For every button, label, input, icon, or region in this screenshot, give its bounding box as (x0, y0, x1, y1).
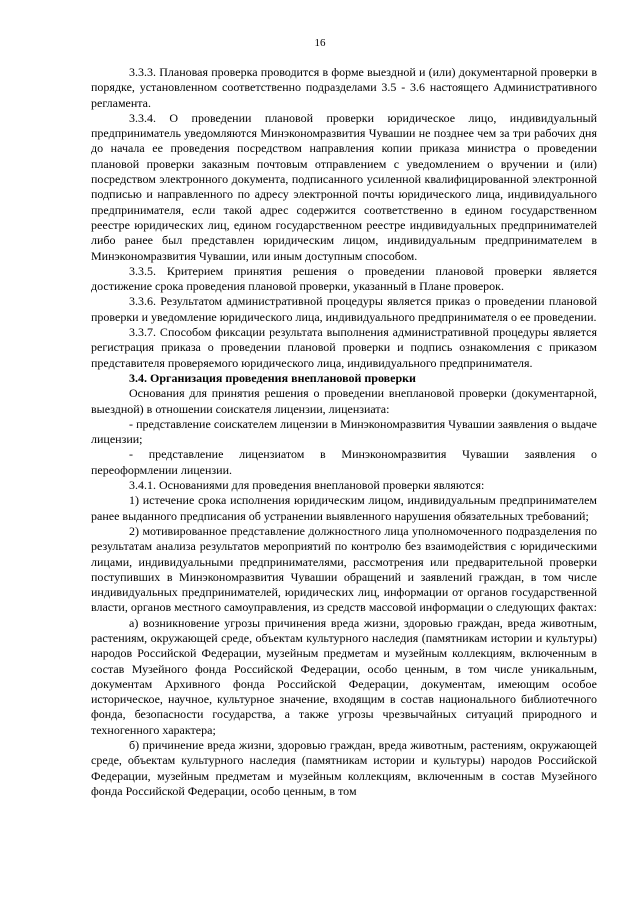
paragraph-3-3-4: 3.3.4. О проведении плановой проверки юридическое лицо, индивидуальный предприниматель уведомляются Минэкономразвития Чувашии не позднее чем за три рабочих дня до начала ее проведения посредством направления копии приказа министра о проведении плановой проверки заказным почтовым отправлением с уведомлением о вручении и (или) посредством электронного документа, подписанного усиленной квалифицированной электронной подписью и направленного по адресу электронной почты юридического лица, индивидуального предпринимателя, если такой адрес содержится соответственно в едином государственном реестре юридических лиц, едином государственном реестре индивидуальных предпринимателей либо ранее был представлен юридическим лицом, индивидуальным предпринимателем в Минэкономразвития Чувашии, или иным доступным способом. (91, 110, 597, 263)
paragraph-3-3-6: 3.3.6. Результатом административной процедуры является приказ о проведении плановой проверки и уведомление юридического лица, индивидуального предпринимателя о ее проведении. (91, 294, 597, 324)
paragraph-3-4-1-item-2b: б) причинение вреда жизни, здоровью граждан, вреда животным, растениям, окружающей среде, объектам культурного наследия (памятникам истории и культуры) народов Российской Федерации, музейным предметам и музейным коллекциям, включенным в состав Музейного фонда Российской Федерации, особо ценным, в том (91, 738, 597, 798)
paragraph-3-4-1-item-1: 1) истечение срока исполнения юридическим лицом, индивидуальным предпринимателем ранее выданного предписания об устранении выявленного нарушения обязательных требований; (91, 493, 597, 523)
paragraph-3-4-1-item-2: 2) мотивированное представление должностного лица уполномоченного подразделения по результатам анализа результатов мероприятий по контролю без взаимодействия с юридическими лицами, индивидуальными предпринимателями, рассмотрения или предварительной проверки поступивших в Минэкономразвития Чувашии обращений и заявлений граждан, в том числе индивидуальных предпринимателей, юридических лиц, информации от органов государственной власти, органов местного самоуправления, из средств массовой информации о следующих фактах: (91, 523, 597, 615)
paragraph-3-4-1-item-2a: а) возникновение угрозы причинения вреда жизни, здоровью граждан, вреда животным, растениям, окружающей среде, объектам культурного наследия (памятникам истории и культуры) народов Российской Федерации, музейным предметам и музейным коллекциям, включенным в состав Музейного фонда Российской Федерации, особо ценным, в том числе уникальным, документам Архивного фонда Российской Федерации, документам, имеющим особое историческое, научное, культурное значение, входящим в состав национального библиотечного фонда, безопасности государства, а также угрозы чрезвычайных ситуаций природного и техногенного характера; (91, 615, 597, 737)
section-heading-3-4: 3.4. Организация проведения внеплановой проверки (129, 370, 416, 385)
paragraph-3-4-1: 3.4.1. Основаниями для проведения внеплановой проверки являются: (129, 478, 485, 493)
paragraph-grounds-item-2: - представление лицензиатом в Минэкономразвития Чувашии заявления о переоформлении лицензии. (91, 447, 597, 477)
paragraph-3-3-5: 3.3.5. Критерием принятия решения о проведении плановой проверки является достижение срока проведения плановой проверки, указанный в Плане проверок. (91, 263, 597, 294)
page-number: 16 (314, 37, 326, 49)
paragraph-grounds-intro: Основания для принятия решения о проведении внеплановой проверки (документарной, выездной) в отношении соискателя лицензии, лицензиата: (91, 386, 597, 416)
paragraph-grounds-item-1: - представление соискателем лицензии в Минэкономразвития Чувашии заявления о выдаче лицензии; (91, 416, 597, 447)
paragraph-3-3-7: 3.3.7. Способом фиксации результата выполнения административной процедуры является регистрация приказа о проведении плановой проверки и подпись ознакомления с приказом представителя проверяемого юридического лица, индивидуального предпринимателя. (91, 325, 597, 370)
paragraph-3-3-3: 3.3.3. Плановая проверка проводится в форме выездной и (или) документарной проверки в порядке, установленном соответственно подразделами 3.5 - 3.6 настоящего Административного регламента. (91, 65, 597, 110)
page-content (91, 65, 597, 799)
